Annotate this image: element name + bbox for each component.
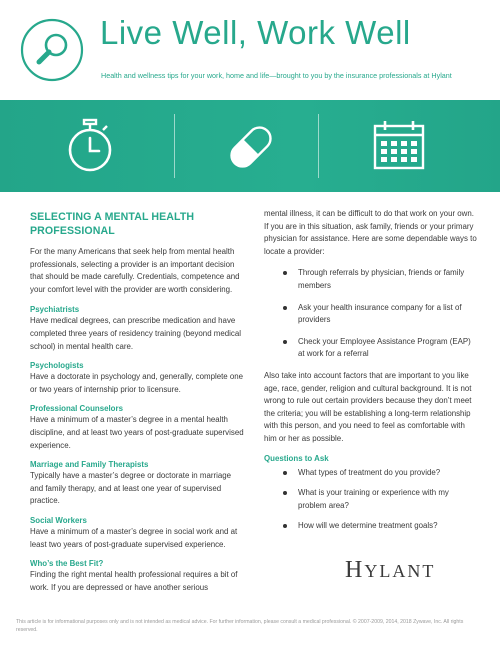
list-item: Through referrals by physician, friends or family members: [264, 267, 479, 292]
banner-divider: [174, 114, 175, 178]
list-item: How will we determine treatment goals?: [264, 520, 479, 533]
page-title: Live Well, Work Well: [100, 14, 411, 51]
icon-banner: [0, 100, 500, 192]
pill-icon: [226, 122, 276, 172]
list-item: What types of treatment do you provide?: [264, 467, 479, 480]
paragraph-psychiatrists: Have medical degrees, can prescribe medication and have completed three years of residency training (beyond medical school) in mental health care.: [30, 316, 241, 351]
intro-paragraph: For the many Americans that seek help from mental health professionals, selecting a provider is an important decision that should be made carefully. Credentials, competence and your comfort level with the provider are worth considering.: [30, 247, 240, 294]
footer-disclaimer: This article is for informational purposes only and is not intended as medical advice. For further information, please consult a medical professional. © 2007-2009, 2014, 2018 Zywave, Inc. All rights reserved.: [16, 619, 464, 633]
paragraph-factors: Also take into account factors that are important to you like age, race, gender, religion and cultural background. It is not wrong to rule out certain providers because they don’t meet the criteria; you will be establishing a long-term relationship with this person, and you need to feel as comfortable with him or her as possible.: [264, 370, 472, 443]
calendar-icon: [372, 118, 426, 172]
hylant-logo: HYLANT: [345, 557, 436, 583]
paragraph-counselors: Have a minimum of a master’s degree in a mental health discipline, and at least two years of post-graduate supervised experience.: [30, 415, 244, 450]
subheading-best-fit: Who’s the Best Fit?: [30, 559, 104, 569]
subheading-questions: Questions to Ask: [264, 453, 329, 463]
paragraph-psychologists: Have a doctorate in psychology and, generally, complete one or two years of internship prior to licensure.: [30, 372, 244, 394]
list-item: What is your training or experience with my problem area?: [264, 487, 479, 512]
paragraph-best-fit-continued: mental illness, it can be difficult to do that work on your own. If you are in this situation, ask family, friends or your primary physician for assistance. Here are some dependable ways to locate a provider:: [264, 209, 477, 256]
locate-list: [264, 267, 479, 361]
subheading-social-workers: Social Workers: [30, 515, 87, 525]
subheading-counselors: Professional Counselors: [30, 404, 123, 414]
paragraph-best-fit: Finding the right mental health professional requires a bit of work. If you are depressed or have another serious: [30, 570, 238, 592]
left-column: [30, 210, 246, 594]
article-title: SELECTING A MENTAL HEALTH PROFESSIONAL: [30, 211, 195, 237]
paragraph-therapists: Typically have a master’s degree or doctorate in marriage and family therapy, and at least one year of supervised practice.: [30, 471, 232, 506]
stopwatch-icon: [66, 118, 114, 174]
subheading-therapists: Marriage and Family Therapists: [30, 460, 149, 470]
right-column: [264, 208, 479, 541]
magnifier-icon: [20, 18, 84, 82]
subheading-psychologists: Psychologists: [30, 361, 84, 371]
paragraph-social-workers: Have a minimum of a master’s degree in social work and at least two years of post-graduate supervised experience.: [30, 526, 238, 549]
page-subtitle: Health and wellness tips for your work, home and life—brought to you by the insurance professionals at Hylant: [101, 71, 452, 80]
list-item: Ask your health insurance company for a list of providers: [264, 302, 479, 327]
subheading-psychiatrists: Psychiatrists: [30, 305, 80, 315]
list-item: Check your Employee Assistance Program (EAP) at work for a referral: [264, 336, 479, 361]
header: [0, 0, 500, 100]
banner-divider: [318, 114, 319, 178]
questions-list: [264, 467, 479, 533]
